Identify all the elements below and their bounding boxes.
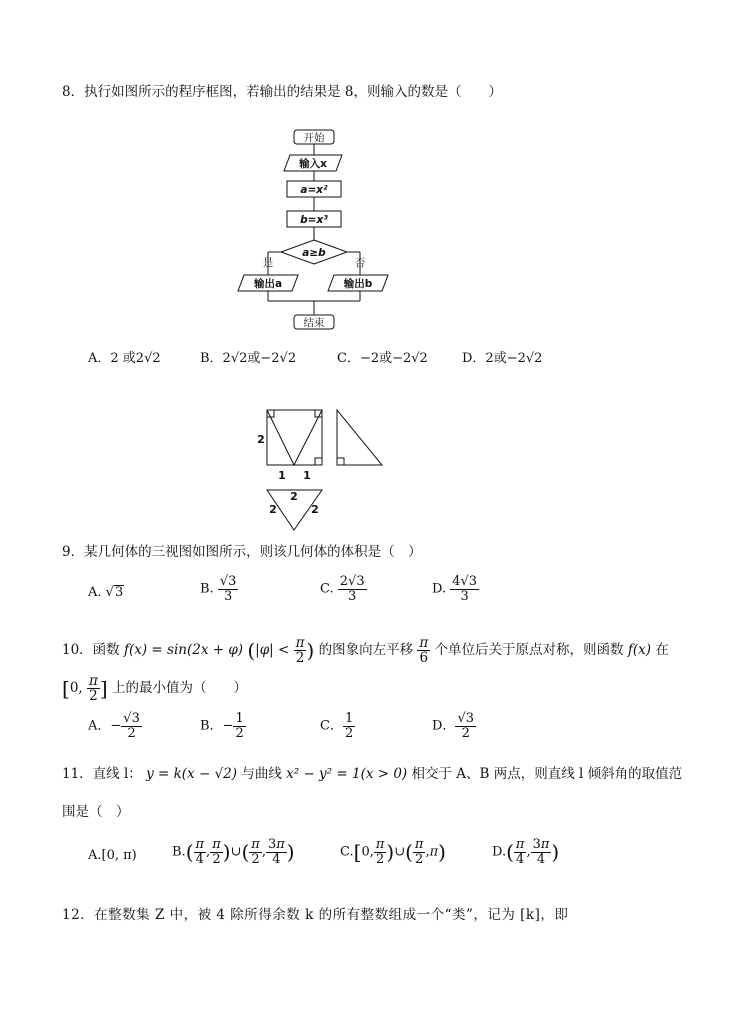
q10-option-d[interactable]: D． $\frac{√3}{2}$ <box>432 711 474 741</box>
q12-stem: 12．在整数集 Z 中，被 4 除所得余数 k 的所有整数组成一个“类”，记为 [k]，即 <box>62 907 569 923</box>
q9-option-b[interactable]: B. $\frac{√3}{3}$ <box>200 574 237 604</box>
flow-no-label: 否 <box>354 257 366 269</box>
q10-stem-line2: [0, $\frac{\pi}{2}$ ] 上的最小值为（ ） <box>62 673 247 705</box>
q11-stem-line1: 11．直线 l： y = k(x − √2) 与曲线 x² − y² = 1(x > 0) 相交于 A、B 两点，则直线 l 倾斜角的取值范 <box>62 766 683 782</box>
q11-option-c[interactable]: C.[0, $\frac{\pi}{2}$ )∪( $\frac{\pi}{2}$ ,π) <box>340 837 446 867</box>
svg-text:2: 2 <box>290 490 298 503</box>
flow-start-text: 开始 <box>303 132 325 144</box>
svg-text:1: 1 <box>303 469 311 482</box>
flow-step1-text: a=x² <box>300 184 328 196</box>
q11-option-b[interactable]: B.( $\frac{\pi}{4}$ , $\frac{\pi}{2}$ )∪( $\frac{\pi}{2}$ , $\frac{3\pi}{4}$ ) <box>172 837 295 867</box>
q8-flowchart <box>232 125 392 335</box>
q9-option-a[interactable]: A. √3 <box>88 585 124 600</box>
q8-stem: 8．执行如图所示的程序框图，若输出的结果是 8，则输入的数是（ ） <box>62 84 502 100</box>
q9-option-d[interactable]: D. $\frac{4√3}{3}$ <box>432 574 478 604</box>
q8-option-d[interactable]: D．2或−2√2 <box>462 351 543 366</box>
svg-text:2: 2 <box>311 503 319 516</box>
flow-end-text: 结束 <box>303 317 325 329</box>
q10-stem-line1: 10．函数 f(x) = sin(2x + φ) (|φ| < $\frac{\pi}{2}$ ) 的图象向左平移 $\frac{\pi}{6}$ 个单位后关于原点对称，则函数 f(x) 在 <box>62 635 669 667</box>
q8-option-b[interactable]: B．2√2或−2√2 <box>200 351 297 366</box>
flow-cond-text: a≥b <box>302 247 326 259</box>
q9-option-c[interactable]: C. $\frac{2√3}{3}$ <box>320 574 365 604</box>
q9-three-views <box>252 405 392 535</box>
flow-step2-text: b=x³ <box>300 214 328 226</box>
front-view <box>267 410 322 465</box>
q11-option-a[interactable]: A.[0, π) <box>88 848 137 863</box>
svg-text:2: 2 <box>269 503 277 516</box>
q9-stem: 9．某几何体的三视图如图所示，则该几何体的体积是（ ） <box>62 544 422 560</box>
q10-option-c[interactable]: C． $\frac{1}{2}$ <box>320 711 354 741</box>
q8-option-a[interactable]: A．2 或2√2 <box>88 351 161 366</box>
flow-yes-label: 是 <box>262 257 274 269</box>
q11-stem-line2: 围是（ ） <box>62 804 130 820</box>
flow-out-a-text: 输出a <box>253 278 283 290</box>
q10-option-b[interactable]: B．− $\frac{1}{2}$ <box>200 711 244 741</box>
flow-input-text: 输入x <box>299 158 327 170</box>
svg-text:1: 1 <box>278 469 286 482</box>
side-view <box>337 410 382 465</box>
q11-option-d[interactable]: D.( $\frac{\pi}{4}$ , $\frac{3\pi}{4}$ ) <box>492 837 560 867</box>
q10-option-a[interactable]: A．− $\frac{√3}{2}$ <box>88 711 140 741</box>
svg-text:2: 2 <box>257 433 265 446</box>
flow-out-b-text: 输出b <box>343 278 373 290</box>
q8-option-c[interactable]: C．−2或−2√2 <box>337 351 428 366</box>
